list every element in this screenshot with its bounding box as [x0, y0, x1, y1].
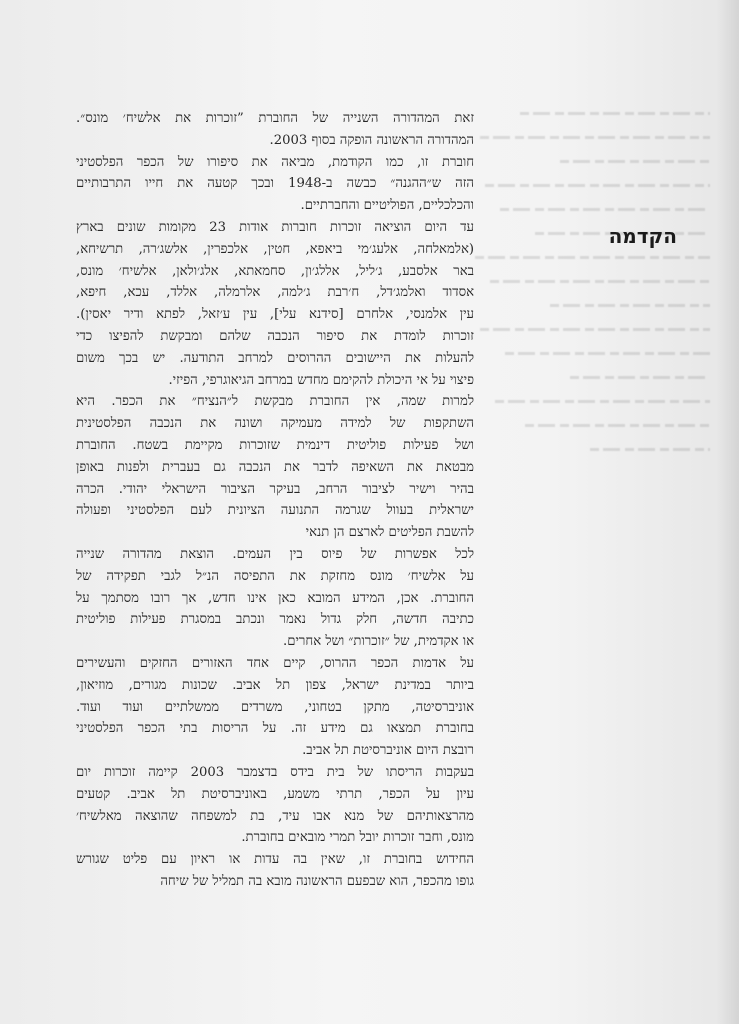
text-line: אסדוד ואלמג׳דל, ח׳רבת ג׳למה, אלרמלה, אללד, עכא, חיפא,	[76, 285, 474, 301]
text-line: החידוש בחוברת זו, שאין בה עדות או ראיון עם פליט שגורש	[76, 852, 474, 868]
text-line: פיצוי על אי היכולת להקימם מחדש במרחב הגיאוגרפי, הפיזי.	[168, 372, 474, 388]
text-line: זוכרות לומדת את סיפור הנכבה שלהם ומבקשת להפיצו כדי	[76, 328, 474, 344]
paragraph	[76, 653, 474, 762]
text-line: ביותר במדינת ישראל, צפון תל אביב. שכונות מגורים, מוזיאון,	[76, 677, 474, 693]
text-line: להעלות את היישובים ההרוסים למרחב התודעה. יש בכך משום	[76, 350, 474, 366]
text-line: למרות שמה, אין החוברת מבקשת ל״הנציח״ את הכפר. היא	[76, 394, 474, 410]
text-line: ושל פעילות פוליטית דינמית שזוכרות מקיימת בשטח. החוברת	[76, 437, 474, 453]
text-line: אוניברסיטה, מתקן בטחוני, משרדים ממשלתיים ועוד ועוד.	[76, 699, 474, 715]
text-line: החוברת. אכן, המידע המובא כאן אינו חדש, אך רובו מסתמך על	[76, 590, 474, 606]
text-line: או אקדמית, של ״זוכרות״ ושל אחרים.	[283, 634, 474, 650]
text-line: גופו מהכפר, הוא שבפעם הראשונה מובא בה תמליל של שיחה	[160, 873, 474, 889]
text-line: על אדמות הכפר ההרוס, קיים אחד האזורים החזקים והעשירים	[76, 655, 474, 671]
paragraph	[76, 391, 474, 544]
text-line: ישראלית בעוול שגרמה התנועה הציונית לעם הפלסטיני ופעולה	[76, 503, 474, 519]
text-line: והכלכליים, הפוליטיים והחברתיים.	[300, 198, 474, 214]
text-line: לכל אפשרות של פיוס בין העמים. הוצאת מהדורה שנייה	[76, 546, 474, 562]
section-heading: הקדמה	[608, 224, 677, 248]
paragraph	[76, 217, 474, 391]
text-line: על אלשיח׳ מונס מחזקת את התפיסה הנ״ל לגבי תפקידה של	[76, 568, 474, 584]
page-edge-shadow	[717, 0, 739, 1024]
paragraph	[76, 544, 474, 653]
text-line: בעקבות הריסתו של בית בידס בדצמבר 2003 קיימה זוכרות יום	[76, 764, 474, 780]
text-line: השתקפות של למידה מעמיקה ושונה את הנכבה הפלסטינית	[76, 416, 474, 432]
text-line: רובצת היום אוניברסיטת תל אביב.	[302, 743, 474, 759]
text-line: חוברת זו, כמו הקודמת, מביאה את סיפורו של הכפר הפלסטיני	[76, 154, 474, 170]
text-line: (אלמאלחה, אלעג׳מי ביאפא, חטין, אלכפרין, אלשג׳רה, תרשיחא,	[76, 241, 474, 257]
text-line: בהיר וישיר לציבור הרחב, בעיקר הציבור הישראלי יהודי. הכרה	[76, 481, 474, 497]
bleed-through-text	[470, 112, 710, 492]
text-line: מבטאת את השאיפה לדבר את הנכבה גם בעברית ולפנות באופן	[76, 459, 474, 475]
text-line: להשבת הפליטים לארצם הן תנאי	[305, 525, 474, 541]
text-line: עיון על הכפר, תרתי משמע, באוניברסיטת תל אביב. קטעים	[76, 786, 474, 802]
text-line: בחוברת תמצאו גם מידע זה. על הריסות בתי הכפר הפלסטיני	[76, 721, 474, 737]
paragraph	[76, 849, 474, 893]
text-line: עד היום הוציאה זוכרות חוברות אודות 23 מקומות שונים בארץ	[76, 219, 474, 235]
text-line: זאת המהדורה השנייה של החוברת ”זוכרות את אלשיח׳ מונס״.	[76, 111, 474, 126]
paragraph	[76, 108, 474, 152]
text-line: מהרצאותיהם של מנא אבו עיד, בת למשפחה שהוצאה מאלשיח׳	[76, 808, 474, 824]
text-line: הזה ש״ההגנה״ כבשה ב-1948 ובכך קטעה את חייו התרבותיים	[76, 176, 474, 192]
paragraph	[76, 762, 474, 849]
body-text	[76, 108, 474, 893]
text-line: מונס, וחבר זוכרות יובל תמרי מובאים בחוברת.	[241, 830, 474, 846]
text-line: כתיבה חדשה, חלק גדול נאמר ונכתב במסגרת פעילות פוליטית	[76, 612, 474, 628]
text-line: עין אלמנסי, אלחרם [סידנא עלי], עין ע׳זאל, לפתא ודיר יאסין).	[76, 307, 474, 323]
text-line: המהדורה הראשונה הופקה בסוף 2003.	[269, 132, 474, 148]
paragraph	[76, 152, 474, 217]
text-line: באר אלסבע, ג׳ליל, אללג׳ון, סחמאתא, אלג׳ולאן, אלשיח׳ מונס,	[76, 263, 474, 279]
